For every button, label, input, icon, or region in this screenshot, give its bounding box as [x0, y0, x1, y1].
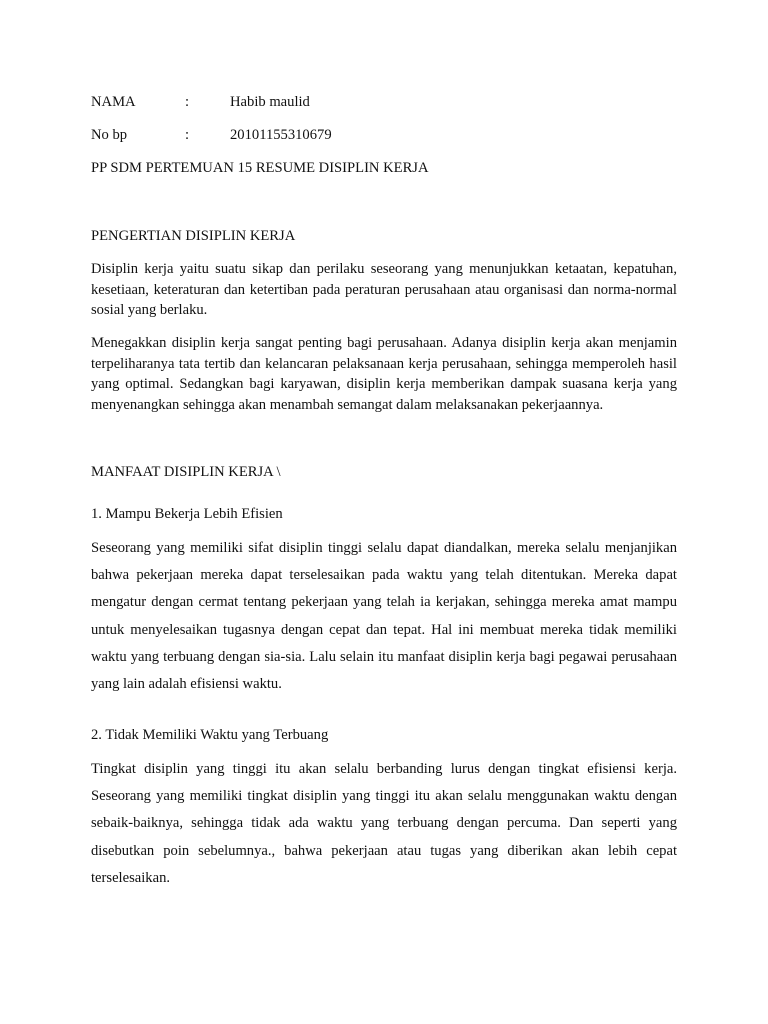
benefit-title-2: 2. Tidak Memiliki Waktu yang Terbuang: [91, 727, 329, 743]
name-label: NAMA: [91, 94, 136, 110]
document-title: PP SDM PERTEMUAN 15 RESUME DISIPLIN KERJA: [91, 160, 429, 176]
name-value: Habib maulid: [230, 94, 310, 110]
name-field-row: [91, 92, 677, 112]
benefit-body-1: Seseorang yang memiliki sifat disiplin tinggi selalu dapat diandalkan, mereka selalu menjanjikan bahwa pekerjaan mereka dapat terselesaikan pada waktu yang telah ditentukan. Mereka dapat mengatur dengan cermat tentang pekerjaan yang telah ia kerjakan, sehingga mereka amat mampu untuk menyelesaikan tugasnya dengan cepat dan tepat. Hal ini membuat mereka tidak memiliki waktu yang terbuang dengan sia-sia. Lalu selain itu manfaat disiplin kerja bagi pegawai perusahaan yang lain adalah efisiensi waktu.: [91, 540, 677, 693]
section-heading-pengertian: PENGERTIAN DISIPLIN KERJA: [91, 228, 296, 244]
paragraph-definition: Disiplin kerja yaitu suatu sikap dan perilaku seseorang yang menunjukkan ketaatan, kepatuhan, kesetiaan, keteraturan dan ketertiban pada peraturan perusahaan atau organisasi dan norma-normal sosial yang berlaku.: [91, 261, 677, 319]
name-colon: :: [185, 94, 190, 110]
bp-value: 20101155310679: [230, 127, 332, 143]
bp-field-row: [91, 125, 677, 145]
section-heading-manfaat: MANFAAT DISIPLIN KERJA \: [91, 464, 281, 480]
paragraph-importance: Menegakkan disiplin kerja sangat penting bagi perusahaan. Adanya disiplin kerja akan menjamin terpeliharanya tata tertib dan kelancaran pelaksanaan kerja perusahaan, sehingga memperoleh hasil yang optimal. Sedangkan bagi karyawan, disiplin kerja memberikan dampak suasana kerja yang menyenangkan sehingga akan menambah semangat dalam melaksanakan pekerjaannya.: [91, 335, 677, 413]
benefit-title-1: 1. Mampu Bekerja Lebih Efisien: [91, 506, 283, 522]
bp-colon: :: [185, 127, 190, 143]
benefit-body-2: Tingkat disiplin yang tinggi itu akan selalu berbanding lurus dengan tingkat efisiensi kerja. Seseorang yang memiliki tingkat disiplin yang tinggi itu akan selalu menggunakan waktu dengan sebaik-baiknya, sehingga tidak ada waktu yang terbuang dengan percuma. Dan seperti yang disebutkan poin sebelumnya., bahwa pekerjaan atau tugas yang diberikan akan lebih cepat terselesaikan.: [91, 761, 677, 886]
bp-label: No bp: [91, 127, 128, 143]
